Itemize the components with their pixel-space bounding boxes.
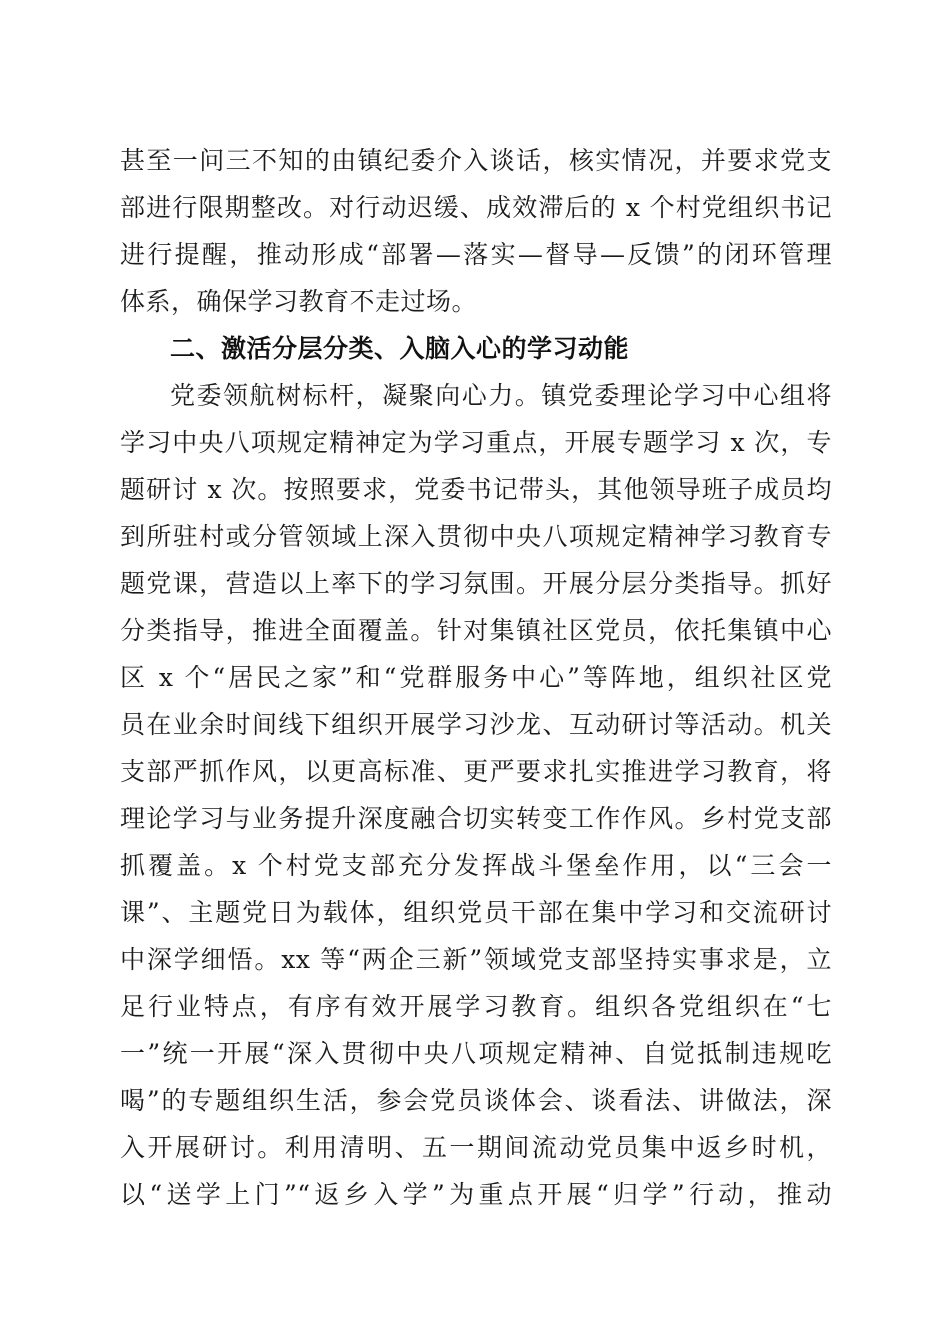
paragraph-1-line-4: 体系，确保学习教育不走过场。 [120, 287, 478, 316]
paragraph-1-line-2: 部进行限期整改。对行动迟缓、成效滞后的 x 个村党组织书记 [120, 193, 832, 222]
paragraph-2-line-9: 支部严抓作风，以更高标准、更严要求扎实推进学习教育，将 [120, 757, 832, 786]
paragraph-2-line-8: 员在业余时间线下组织开展学习沙龙、互动研讨等活动。机关 [120, 710, 832, 739]
paragraph-2-line-5: 题党课，营造以上率下的学习氛围。开展分层分类指导。抓好 [120, 569, 832, 598]
paragraph-2-line-10: 理论学习与业务提升深度融合切实转变工作作风。乡村党支部 [120, 804, 832, 833]
paragraph-2-line-3: 题研讨 x 次。按照要求，党委书记带头，其他领导班子成员均 [120, 475, 832, 504]
paragraph-2-line-16: 喝”的专题组织生活，参会党员谈体会、谈看法、讲做法，深 [120, 1086, 832, 1115]
paragraph-2-line-17: 入开展研讨。利用清明、五一期间流动党员集中返乡时机， [120, 1133, 832, 1162]
paragraph-2-line-11: 抓覆盖。x 个村党支部充分发挥战斗堡垒作用，以“三会一 [120, 851, 832, 880]
paragraph-2-line-13: 中深学细悟。xx 等“两企三新”领域党支部坚持实事求是，立 [120, 945, 832, 974]
paragraph-1-line-3: 进行提醒，推动形成“部署—落实—督导—反馈”的闭环管理 [120, 240, 832, 269]
paragraph-2-line-18: 以“送学上门”“返乡入学”为重点开展“归学”行动，推动 [120, 1180, 832, 1209]
section-heading: 二、激活分层分类、入脑入心的学习动能 [170, 334, 630, 363]
paragraph-2-line-14: 足行业特点，有序有效开展学习教育。组织各党组织在“七 [120, 992, 832, 1021]
paragraph-2-line-7: 区 x 个“居民之家”和“党群服务中心”等阵地，组织社区党 [120, 663, 832, 692]
paragraph-2-line-12: 课”、主题党日为载体，组织党员干部在集中学习和交流研讨 [120, 898, 832, 927]
paragraph-2-line-6: 分类指导，推进全面覆盖。针对集镇社区党员，依托集镇中心 [120, 616, 832, 645]
paragraph-1-line-1: 甚至一问三不知的由镇纪委介入谈话，核实情况，并要求党支 [120, 146, 832, 175]
paragraph-2-line-4: 到所驻村或分管领域上深入贯彻中央八项规定精神学习教育专 [120, 522, 832, 551]
paragraph-2-line-15: 一”统一开展“深入贯彻中央八项规定精神、自觉抵制违规吃 [120, 1039, 832, 1068]
paragraph-2-line-2: 学习中央八项规定精神定为学习重点，开展专题学习 x 次，专 [120, 428, 832, 457]
paragraph-2-line-1: 党委领航树标杆，凝聚向心力。镇党委理论学习中心组将 [170, 381, 832, 410]
